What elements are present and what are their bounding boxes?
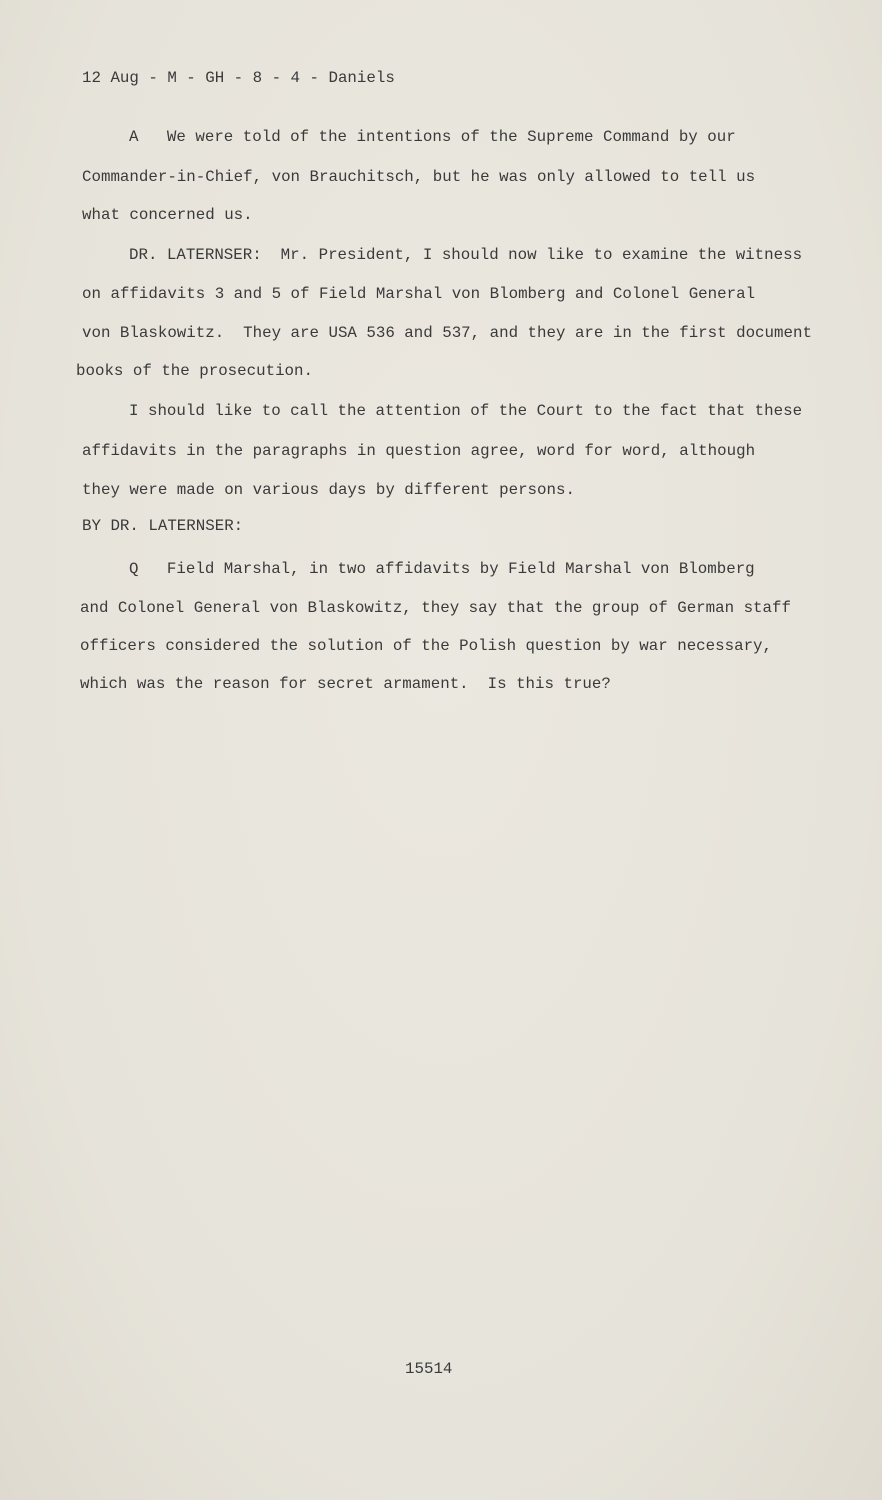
text-line: which was the reason for secret armament. Is this true? — [80, 675, 611, 693]
text-line: I should like to call the attention of the Court to the fact that these — [129, 402, 803, 420]
page-number: 15514 — [405, 1360, 453, 1378]
answer-line: A We were told of the intentions of the Supreme Command by our — [129, 128, 736, 146]
text-line: Commander-in-Chief, von Brauchitsch, but he was only allowed to tell us — [82, 168, 756, 186]
text-line: what concerned us. — [82, 206, 253, 224]
page-header: 12 Aug - M - GH - 8 - 4 - Daniels — [82, 69, 395, 87]
text-line: officers considered the solution of the Polish question by war necessary, — [80, 637, 773, 655]
text-line: books of the prosecution. — [76, 362, 313, 380]
text-line: and Colonel General von Blaskowitz, they say that the group of German staff — [80, 599, 791, 617]
speaker-line: DR. LATERNSER: Mr. President, I should now like to examine the witness — [129, 246, 803, 264]
examiner-heading: BY DR. LATERNSER: — [82, 517, 244, 535]
text-line: they were made on various days by different persons. — [82, 481, 575, 499]
question-line: Q Field Marshal, in two affidavits by Field Marshal von Blomberg — [129, 560, 755, 578]
text-line: von Blaskowitz. They are USA 536 and 537, and they are in the first document — [82, 324, 812, 342]
text-line: affidavits in the paragraphs in question agree, word for word, although — [82, 442, 756, 460]
text-line: on affidavits 3 and 5 of Field Marshal von Blomberg and Colonel General — [82, 285, 756, 303]
